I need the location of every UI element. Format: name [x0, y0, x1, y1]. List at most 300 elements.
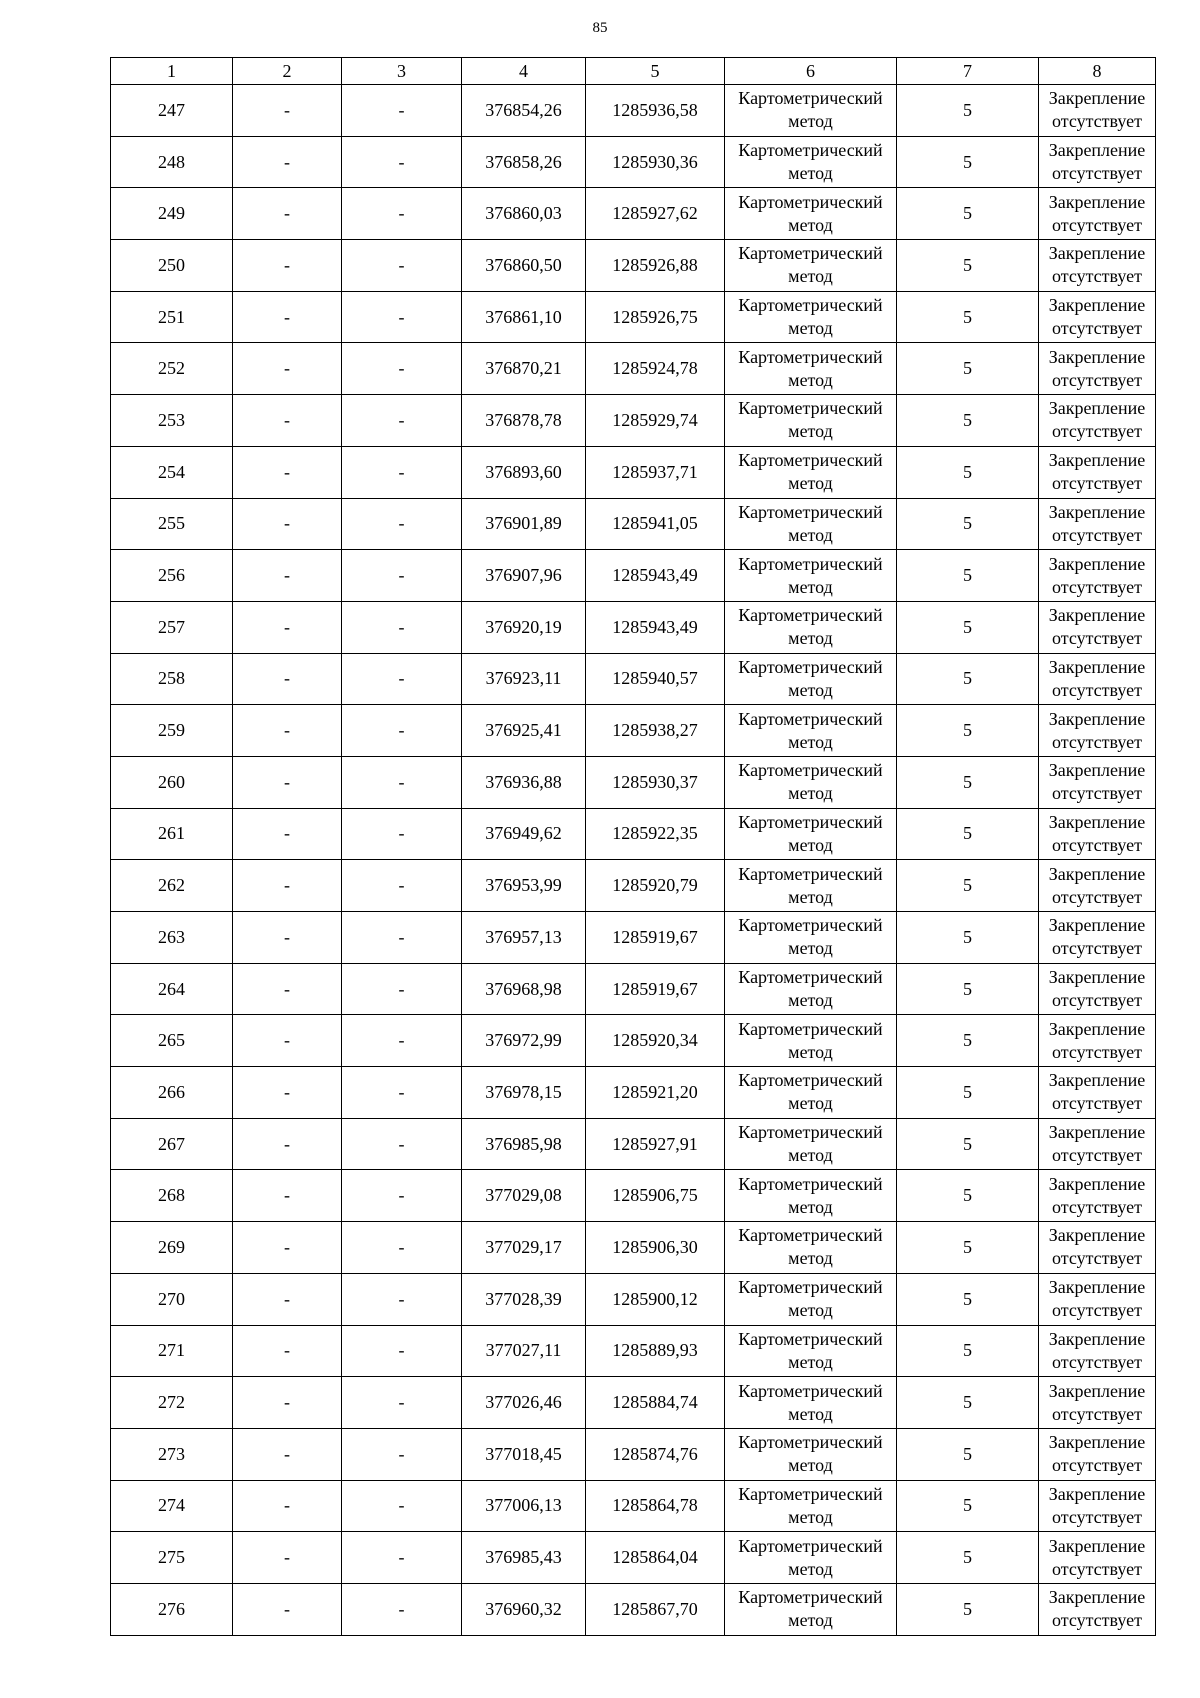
- coordinates-table: [110, 57, 1156, 1636]
- accuracy-cell: 5: [897, 85, 1039, 137]
- method-text: метод: [788, 1403, 833, 1424]
- fixation-text: отсутствует: [1051, 214, 1143, 235]
- method-text: Картометрический: [738, 450, 883, 471]
- col2-cell: -: [233, 1015, 342, 1067]
- accuracy-cell: 5: [897, 395, 1039, 447]
- method-text: метод: [788, 886, 833, 907]
- accuracy-cell: 5: [897, 601, 1039, 653]
- table-row: [111, 1532, 1156, 1584]
- col3-cell: -: [342, 1325, 462, 1377]
- fixation-text: Закрепление: [1048, 346, 1146, 367]
- fixation-text: отсутствует: [1051, 731, 1143, 752]
- point-number-cell: 252: [111, 343, 233, 395]
- point-number-cell: 275: [111, 1532, 233, 1584]
- method-cell: [725, 1325, 897, 1377]
- method-cell: [725, 395, 897, 447]
- fixation-text: Закрепление: [1048, 760, 1146, 781]
- table-row: [111, 1480, 1156, 1532]
- y-coordinate-cell: 1285929,74: [586, 395, 725, 447]
- accuracy-cell: 5: [897, 1067, 1039, 1119]
- fixation-text: отсутствует: [1051, 1196, 1143, 1217]
- accuracy-cell: 5: [897, 240, 1039, 292]
- fixation-text: отсутствует: [1051, 990, 1143, 1011]
- x-coordinate-cell: 376985,98: [462, 1118, 586, 1170]
- x-coordinate-cell: 376858,26: [462, 136, 586, 188]
- table-row: [111, 1170, 1156, 1222]
- method-text: метод: [788, 1455, 833, 1476]
- fixation-text: Закрепление: [1048, 450, 1146, 471]
- x-coordinate-cell: 377026,46: [462, 1377, 586, 1429]
- col2-cell: -: [233, 1428, 342, 1480]
- method-text: метод: [788, 1196, 833, 1217]
- method-cell: [725, 653, 897, 705]
- fixation-text: отсутствует: [1051, 1506, 1143, 1527]
- point-number-cell: 261: [111, 808, 233, 860]
- fixation-text: отсутствует: [1051, 1300, 1143, 1321]
- col3-cell: -: [342, 705, 462, 757]
- method-text: метод: [788, 1558, 833, 1579]
- accuracy-cell: 5: [897, 1015, 1039, 1067]
- table-header-row: [111, 58, 1156, 85]
- col2-cell: -: [233, 1273, 342, 1325]
- fixation-cell: [1039, 705, 1156, 757]
- method-text: метод: [788, 576, 833, 597]
- method-text: метод: [788, 834, 833, 855]
- col3-cell: -: [342, 291, 462, 343]
- point-number-cell: 248: [111, 136, 233, 188]
- x-coordinate-cell: 376985,43: [462, 1532, 586, 1584]
- col2-cell: -: [233, 1222, 342, 1274]
- col3-cell: -: [342, 1222, 462, 1274]
- fixation-text: Закрепление: [1048, 1122, 1146, 1143]
- accuracy-cell: 5: [897, 963, 1039, 1015]
- point-number-cell: 249: [111, 188, 233, 240]
- x-coordinate-cell: 376925,41: [462, 705, 586, 757]
- col3-cell: -: [342, 1118, 462, 1170]
- method-text: метод: [788, 369, 833, 390]
- fixation-cell: [1039, 1532, 1156, 1584]
- fixation-text: отсутствует: [1051, 524, 1143, 545]
- col3-cell: -: [342, 188, 462, 240]
- column-header: 8: [1039, 58, 1156, 85]
- y-coordinate-cell: 1285930,37: [586, 756, 725, 808]
- table-row: [111, 1015, 1156, 1067]
- fixation-text: отсутствует: [1051, 266, 1143, 287]
- col3-cell: -: [342, 498, 462, 550]
- method-text: метод: [788, 473, 833, 494]
- method-text: Картометрический: [738, 553, 883, 574]
- point-number-cell: 250: [111, 240, 233, 292]
- fixation-text: Закрепление: [1048, 1070, 1146, 1091]
- column-header: 6: [725, 58, 897, 85]
- table-row: [111, 1273, 1156, 1325]
- col3-cell: -: [342, 860, 462, 912]
- point-number-cell: 262: [111, 860, 233, 912]
- fixation-text: Закрепление: [1048, 1277, 1146, 1298]
- accuracy-cell: 5: [897, 1118, 1039, 1170]
- col2-cell: -: [233, 240, 342, 292]
- col2-cell: -: [233, 1118, 342, 1170]
- fixation-cell: [1039, 1015, 1156, 1067]
- col2-cell: -: [233, 1067, 342, 1119]
- method-cell: [725, 1377, 897, 1429]
- col2-cell: -: [233, 188, 342, 240]
- method-cell: [725, 240, 897, 292]
- accuracy-cell: 5: [897, 756, 1039, 808]
- fixation-text: Закрепление: [1048, 1225, 1146, 1246]
- col3-cell: -: [342, 550, 462, 602]
- col3-cell: -: [342, 1480, 462, 1532]
- point-number-cell: 247: [111, 85, 233, 137]
- table-row: [111, 240, 1156, 292]
- col2-cell: -: [233, 1377, 342, 1429]
- y-coordinate-cell: 1285919,67: [586, 912, 725, 964]
- fixation-text: Закрепление: [1048, 1587, 1146, 1608]
- fixation-cell: [1039, 756, 1156, 808]
- fixation-text: отсутствует: [1051, 1351, 1143, 1372]
- method-cell: [725, 1015, 897, 1067]
- y-coordinate-cell: 1285938,27: [586, 705, 725, 757]
- method-text: метод: [788, 1041, 833, 1062]
- col2-cell: -: [233, 1532, 342, 1584]
- y-coordinate-cell: 1285874,76: [586, 1428, 725, 1480]
- column-header: 7: [897, 58, 1039, 85]
- fixation-text: Закрепление: [1048, 140, 1146, 161]
- fixation-cell: [1039, 188, 1156, 240]
- y-coordinate-cell: 1285943,49: [586, 601, 725, 653]
- fixation-text: отсутствует: [1051, 1248, 1143, 1269]
- point-number-cell: 259: [111, 705, 233, 757]
- col3-cell: -: [342, 1428, 462, 1480]
- fixation-cell: [1039, 1583, 1156, 1635]
- method-text: Картометрический: [738, 346, 883, 367]
- table-row: [111, 85, 1156, 137]
- col3-cell: -: [342, 1015, 462, 1067]
- method-cell: [725, 1428, 897, 1480]
- fixation-text: Закрепление: [1048, 398, 1146, 419]
- column-header: 1: [111, 58, 233, 85]
- table-row: [111, 1325, 1156, 1377]
- fixation-text: отсутствует: [1051, 1558, 1143, 1579]
- x-coordinate-cell: 377006,13: [462, 1480, 586, 1532]
- method-text: метод: [788, 628, 833, 649]
- y-coordinate-cell: 1285930,36: [586, 136, 725, 188]
- fixation-cell: [1039, 85, 1156, 137]
- col3-cell: -: [342, 653, 462, 705]
- fixation-cell: [1039, 1170, 1156, 1222]
- x-coordinate-cell: 376860,50: [462, 240, 586, 292]
- fixation-text: Закрепление: [1048, 1380, 1146, 1401]
- method-cell: [725, 446, 897, 498]
- fixation-text: отсутствует: [1051, 576, 1143, 597]
- fixation-text: Закрепление: [1048, 243, 1146, 264]
- fixation-text: Закрепление: [1048, 605, 1146, 626]
- fixation-cell: [1039, 498, 1156, 550]
- method-text: метод: [788, 1506, 833, 1527]
- fixation-cell: [1039, 446, 1156, 498]
- accuracy-cell: 5: [897, 1532, 1039, 1584]
- fixation-cell: [1039, 1273, 1156, 1325]
- x-coordinate-cell: 376923,11: [462, 653, 586, 705]
- x-coordinate-cell: 376893,60: [462, 446, 586, 498]
- y-coordinate-cell: 1285926,88: [586, 240, 725, 292]
- col3-cell: -: [342, 912, 462, 964]
- method-text: метод: [788, 266, 833, 287]
- fixation-text: отсутствует: [1051, 1145, 1143, 1166]
- column-header: 5: [586, 58, 725, 85]
- method-text: Картометрический: [738, 1380, 883, 1401]
- table-row: [111, 756, 1156, 808]
- method-cell: [725, 498, 897, 550]
- method-text: метод: [788, 1610, 833, 1631]
- col2-cell: -: [233, 1170, 342, 1222]
- fixation-cell: [1039, 601, 1156, 653]
- accuracy-cell: 5: [897, 705, 1039, 757]
- fixation-cell: [1039, 1222, 1156, 1274]
- x-coordinate-cell: 377028,39: [462, 1273, 586, 1325]
- method-cell: [725, 756, 897, 808]
- method-cell: [725, 1532, 897, 1584]
- method-cell: [725, 85, 897, 137]
- table-row: [111, 291, 1156, 343]
- fixation-text: отсутствует: [1051, 111, 1143, 132]
- point-number-cell: 255: [111, 498, 233, 550]
- method-cell: [725, 705, 897, 757]
- x-coordinate-cell: 376860,03: [462, 188, 586, 240]
- x-coordinate-cell: 376907,96: [462, 550, 586, 602]
- page-number: 85: [592, 20, 608, 36]
- fixation-text: Закрепление: [1048, 1018, 1146, 1039]
- col2-cell: -: [233, 756, 342, 808]
- y-coordinate-cell: 1285941,05: [586, 498, 725, 550]
- accuracy-cell: 5: [897, 291, 1039, 343]
- accuracy-cell: 5: [897, 860, 1039, 912]
- y-coordinate-cell: 1285926,75: [586, 291, 725, 343]
- col2-cell: -: [233, 1325, 342, 1377]
- y-coordinate-cell: 1285943,49: [586, 550, 725, 602]
- col3-cell: -: [342, 85, 462, 137]
- method-text: Картометрический: [738, 1587, 883, 1608]
- method-text: метод: [788, 679, 833, 700]
- method-text: Картометрический: [738, 1173, 883, 1194]
- fixation-text: Закрепление: [1048, 863, 1146, 884]
- method-text: Картометрический: [738, 760, 883, 781]
- fixation-text: отсутствует: [1051, 886, 1143, 907]
- col3-cell: -: [342, 343, 462, 395]
- fixation-text: Закрепление: [1048, 88, 1146, 109]
- accuracy-cell: 5: [897, 1377, 1039, 1429]
- table-row: [111, 860, 1156, 912]
- point-number-cell: 271: [111, 1325, 233, 1377]
- accuracy-cell: 5: [897, 912, 1039, 964]
- method-text: Картометрический: [738, 191, 883, 212]
- method-text: метод: [788, 214, 833, 235]
- method-text: метод: [788, 1351, 833, 1372]
- col2-cell: -: [233, 446, 342, 498]
- col3-cell: -: [342, 1532, 462, 1584]
- col3-cell: -: [342, 1583, 462, 1635]
- column-header: 2: [233, 58, 342, 85]
- fixation-text: отсутствует: [1051, 783, 1143, 804]
- y-coordinate-cell: 1285927,62: [586, 188, 725, 240]
- col2-cell: -: [233, 343, 342, 395]
- col2-cell: -: [233, 653, 342, 705]
- method-text: Картометрический: [738, 243, 883, 264]
- col2-cell: -: [233, 808, 342, 860]
- point-number-cell: 263: [111, 912, 233, 964]
- y-coordinate-cell: 1285906,75: [586, 1170, 725, 1222]
- col2-cell: -: [233, 498, 342, 550]
- method-cell: [725, 963, 897, 1015]
- col3-cell: -: [342, 601, 462, 653]
- fixation-text: Закрепление: [1048, 1173, 1146, 1194]
- fixation-text: отсутствует: [1051, 1455, 1143, 1476]
- table-row: [111, 188, 1156, 240]
- accuracy-cell: 5: [897, 446, 1039, 498]
- col2-cell: -: [233, 85, 342, 137]
- fixation-cell: [1039, 912, 1156, 964]
- method-text: метод: [788, 421, 833, 442]
- method-text: метод: [788, 524, 833, 545]
- fixation-text: отсутствует: [1051, 163, 1143, 184]
- fixation-text: отсутствует: [1051, 834, 1143, 855]
- accuracy-cell: 5: [897, 1428, 1039, 1480]
- y-coordinate-cell: 1285937,71: [586, 446, 725, 498]
- fixation-text: Закрепление: [1048, 295, 1146, 316]
- method-cell: [725, 188, 897, 240]
- point-number-cell: 270: [111, 1273, 233, 1325]
- method-text: Картометрический: [738, 915, 883, 936]
- y-coordinate-cell: 1285864,78: [586, 1480, 725, 1532]
- method-text: метод: [788, 1248, 833, 1269]
- fixation-text: Закрепление: [1048, 708, 1146, 729]
- fixation-text: Закрепление: [1048, 191, 1146, 212]
- method-text: Картометрический: [738, 1122, 883, 1143]
- x-coordinate-cell: 376972,99: [462, 1015, 586, 1067]
- x-coordinate-cell: 377029,08: [462, 1170, 586, 1222]
- method-text: Картометрический: [738, 967, 883, 988]
- method-text: метод: [788, 111, 833, 132]
- x-coordinate-cell: 376878,78: [462, 395, 586, 447]
- point-number-cell: 260: [111, 756, 233, 808]
- col2-cell: -: [233, 136, 342, 188]
- y-coordinate-cell: 1285900,12: [586, 1273, 725, 1325]
- method-cell: [725, 1273, 897, 1325]
- x-coordinate-cell: 376870,21: [462, 343, 586, 395]
- y-coordinate-cell: 1285919,67: [586, 963, 725, 1015]
- y-coordinate-cell: 1285889,93: [586, 1325, 725, 1377]
- method-text: Картометрический: [738, 656, 883, 677]
- x-coordinate-cell: 376953,99: [462, 860, 586, 912]
- col3-cell: -: [342, 963, 462, 1015]
- table-row: [111, 705, 1156, 757]
- table-body: [111, 85, 1156, 1636]
- method-text: Картометрический: [738, 708, 883, 729]
- table-row: [111, 1067, 1156, 1119]
- method-text: метод: [788, 1300, 833, 1321]
- table-row: [111, 1377, 1156, 1429]
- table-row: [111, 963, 1156, 1015]
- method-text: Картометрический: [738, 501, 883, 522]
- point-number-cell: 269: [111, 1222, 233, 1274]
- fixation-cell: [1039, 1325, 1156, 1377]
- point-number-cell: 276: [111, 1583, 233, 1635]
- method-text: Картометрический: [738, 1018, 883, 1039]
- y-coordinate-cell: 1285906,30: [586, 1222, 725, 1274]
- table-row: [111, 395, 1156, 447]
- method-text: Картометрический: [738, 605, 883, 626]
- fixation-text: отсутствует: [1051, 473, 1143, 494]
- method-text: Картометрический: [738, 295, 883, 316]
- fixation-cell: [1039, 550, 1156, 602]
- col3-cell: -: [342, 808, 462, 860]
- method-text: Картометрический: [738, 1483, 883, 1504]
- x-coordinate-cell: 377029,17: [462, 1222, 586, 1274]
- method-cell: [725, 343, 897, 395]
- accuracy-cell: 5: [897, 1222, 1039, 1274]
- fixation-text: Закрепление: [1048, 811, 1146, 832]
- fixation-text: отсутствует: [1051, 1610, 1143, 1631]
- method-cell: [725, 1118, 897, 1170]
- accuracy-cell: 5: [897, 136, 1039, 188]
- method-text: Картометрический: [738, 1225, 883, 1246]
- method-text: Картометрический: [738, 1070, 883, 1091]
- fixation-text: отсутствует: [1051, 1403, 1143, 1424]
- y-coordinate-cell: 1285920,34: [586, 1015, 725, 1067]
- x-coordinate-cell: 376936,88: [462, 756, 586, 808]
- col2-cell: -: [233, 860, 342, 912]
- y-coordinate-cell: 1285936,58: [586, 85, 725, 137]
- method-cell: [725, 860, 897, 912]
- y-coordinate-cell: 1285867,70: [586, 1583, 725, 1635]
- fixation-text: Закрепление: [1048, 1432, 1146, 1453]
- y-coordinate-cell: 1285884,74: [586, 1377, 725, 1429]
- fixation-cell: [1039, 1480, 1156, 1532]
- point-number-cell: 251: [111, 291, 233, 343]
- fixation-text: отсутствует: [1051, 369, 1143, 390]
- method-cell: [725, 1583, 897, 1635]
- accuracy-cell: 5: [897, 1325, 1039, 1377]
- method-text: Картометрический: [738, 811, 883, 832]
- fixation-text: отсутствует: [1051, 1041, 1143, 1062]
- table-row: [111, 912, 1156, 964]
- x-coordinate-cell: 376901,89: [462, 498, 586, 550]
- method-text: Картометрический: [738, 88, 883, 109]
- col3-cell: -: [342, 756, 462, 808]
- point-number-cell: 265: [111, 1015, 233, 1067]
- fixation-text: Закрепление: [1048, 915, 1146, 936]
- method-text: Картометрический: [738, 1328, 883, 1349]
- y-coordinate-cell: 1285924,78: [586, 343, 725, 395]
- fixation-text: отсутствует: [1051, 421, 1143, 442]
- method-cell: [725, 550, 897, 602]
- point-number-cell: 266: [111, 1067, 233, 1119]
- table-row: [111, 136, 1156, 188]
- table-row: [111, 601, 1156, 653]
- col2-cell: -: [233, 291, 342, 343]
- table-row: [111, 808, 1156, 860]
- accuracy-cell: 5: [897, 343, 1039, 395]
- method-text: метод: [788, 1145, 833, 1166]
- col3-cell: -: [342, 136, 462, 188]
- accuracy-cell: 5: [897, 808, 1039, 860]
- method-text: метод: [788, 990, 833, 1011]
- fixation-cell: [1039, 1067, 1156, 1119]
- accuracy-cell: 5: [897, 1480, 1039, 1532]
- table-row: [111, 1583, 1156, 1635]
- method-text: Картометрический: [738, 398, 883, 419]
- x-coordinate-cell: 376854,26: [462, 85, 586, 137]
